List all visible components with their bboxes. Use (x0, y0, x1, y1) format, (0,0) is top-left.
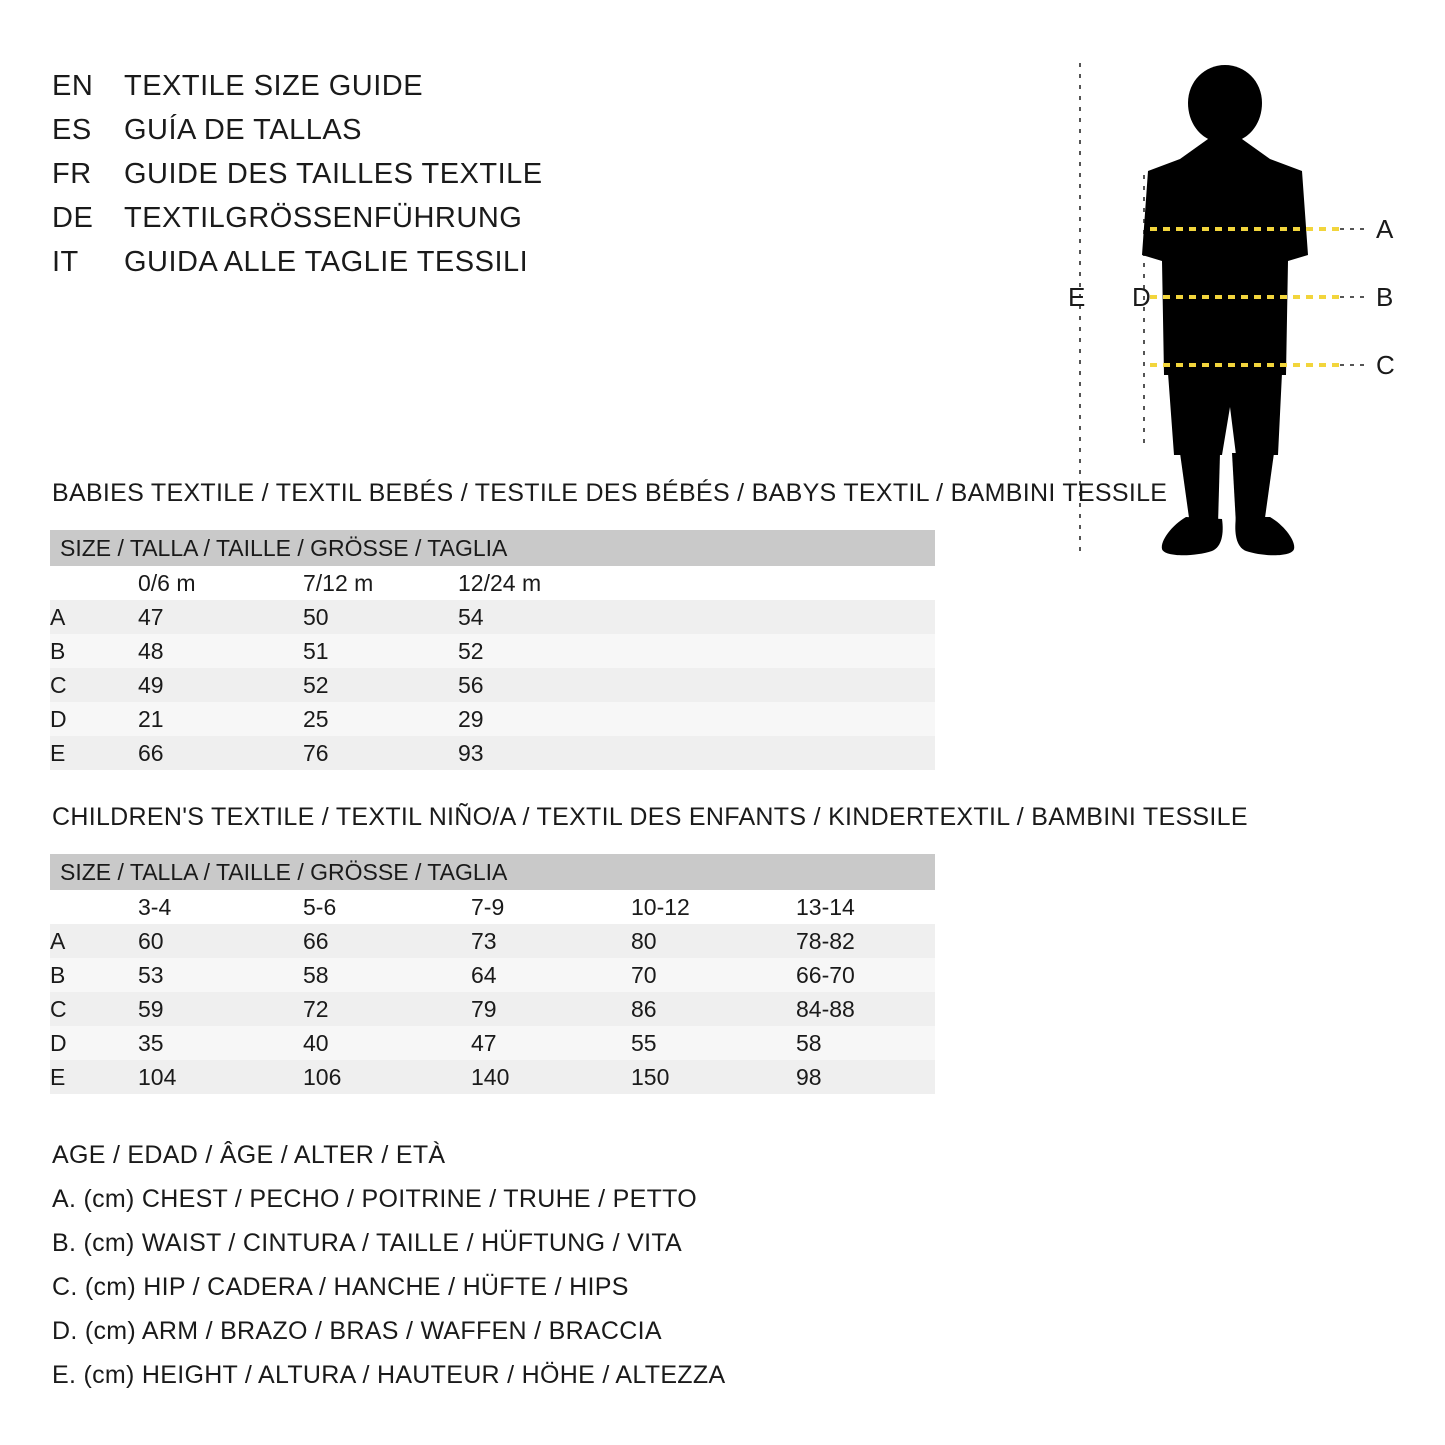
cell-value: 49 (138, 668, 303, 702)
cell-value: 76 (303, 736, 458, 770)
cell-value: 66 (138, 736, 303, 770)
babies-size-table (50, 530, 935, 770)
row-label: D (50, 702, 138, 736)
cell-value: 56 (458, 668, 935, 702)
language-title-list (52, 70, 692, 290)
table-row (50, 992, 935, 1026)
table-row (50, 702, 935, 736)
cell-value: 93 (458, 736, 935, 770)
cell-value: 70 (631, 958, 796, 992)
cell-value: 66 (303, 924, 471, 958)
cell-value: 54 (458, 600, 935, 634)
language-row (52, 202, 692, 246)
cell-value: 86 (631, 992, 796, 1026)
cell-value: 58 (796, 1026, 935, 1060)
cell-value: 79 (471, 992, 631, 1026)
cell-value: 98 (796, 1060, 935, 1094)
figure-label-d: D (1132, 282, 1151, 312)
table-row (50, 924, 935, 958)
cell-value: 104 (138, 1060, 303, 1094)
cell-value: 59 (138, 992, 303, 1026)
language-code: EN (52, 70, 94, 102)
column-header: 0/6 m (138, 566, 303, 600)
table-row (50, 1060, 935, 1094)
row-label: A (50, 924, 138, 958)
language-title: GUIDA ALLE TAGLIE TESSILI (124, 246, 529, 278)
legend-line: E. (cm) HEIGHT / ALTURA / HAUTEUR / HÖHE / ALTEZZA (52, 1360, 726, 1389)
table-column-row (50, 566, 935, 600)
cell-value: 51 (303, 634, 458, 668)
figure-label-e: E (1068, 282, 1086, 312)
cell-value: 47 (471, 1026, 631, 1060)
cell-value: 140 (471, 1060, 631, 1094)
cell-value: 29 (458, 702, 935, 736)
language-row (52, 158, 692, 202)
language-row (52, 246, 692, 290)
cell-value: 84-88 (796, 992, 935, 1026)
cell-value: 53 (138, 958, 303, 992)
language-code: FR (52, 158, 92, 190)
cell-value: 78-82 (796, 924, 935, 958)
cell-value: 48 (138, 634, 303, 668)
column-corner (50, 890, 138, 924)
language-code: IT (52, 246, 79, 278)
row-label: E (50, 736, 138, 770)
language-title: GUIDE DES TAILLES TEXTILE (124, 158, 543, 190)
figure-label-b: B (1376, 282, 1394, 312)
language-row (52, 70, 692, 114)
cell-value: 72 (303, 992, 471, 1026)
column-corner (50, 566, 138, 600)
table-row (50, 634, 935, 668)
column-header: 7-9 (471, 890, 631, 924)
legend-line: C. (cm) HIP / CADERA / HANCHE / HÜFTE / HIPS (52, 1272, 629, 1301)
measurement-legend (52, 1133, 852, 1397)
cell-value: 58 (303, 958, 471, 992)
language-code: ES (52, 114, 92, 146)
cell-value: 50 (303, 600, 458, 634)
row-label: C (50, 992, 138, 1026)
language-title: TEXTILGRÖSSENFÜHRUNG (124, 202, 523, 234)
row-label: B (50, 958, 138, 992)
column-header: 10-12 (631, 890, 796, 924)
cell-value: 47 (138, 600, 303, 634)
language-row (52, 114, 692, 158)
cell-value: 80 (631, 924, 796, 958)
row-label: A (50, 600, 138, 634)
column-header: 12/24 m (458, 566, 935, 600)
legend-line: B. (cm) WAIST / CINTURA / TAILLE / HÜFTUNG / VITA (52, 1228, 683, 1257)
table-row (50, 736, 935, 770)
row-label: D (50, 1026, 138, 1060)
cell-value: 64 (471, 958, 631, 992)
children-section-title: CHILDREN'S TEXTILE / TEXTIL NIÑO/A / TEXTIL DES ENFANTS / KINDERTEXTIL / BAMBINI TESSILE (52, 803, 1248, 831)
cell-value: 73 (471, 924, 631, 958)
column-header: 3-4 (138, 890, 303, 924)
cell-value: 35 (138, 1026, 303, 1060)
language-title: TEXTILE SIZE GUIDE (124, 70, 424, 102)
children-table-header: SIZE / TALLA / TAILLE / GRÖSSE / TAGLIA (50, 854, 935, 890)
row-label: B (50, 634, 138, 668)
language-code: DE (52, 202, 94, 234)
row-label: C (50, 668, 138, 702)
cell-value: 106 (303, 1060, 471, 1094)
column-header: 13-14 (796, 890, 935, 924)
legend-line: D. (cm) ARM / BRAZO / BRAS / WAFFEN / BRACCIA (52, 1316, 662, 1345)
cell-value: 21 (138, 702, 303, 736)
babies-table-header: SIZE / TALLA / TAILLE / GRÖSSE / TAGLIA (50, 530, 935, 566)
cell-value: 40 (303, 1026, 471, 1060)
table-row (50, 958, 935, 992)
figure-label-a: A (1376, 214, 1394, 244)
table-row (50, 1026, 935, 1060)
children-size-table (50, 854, 935, 1094)
legend-line: A. (cm) CHEST / PECHO / POITRINE / TRUHE / PETTO (52, 1184, 698, 1213)
figure-label-c: C (1376, 350, 1395, 380)
cell-value: 60 (138, 924, 303, 958)
cell-value: 150 (631, 1060, 796, 1094)
legend-line: AGE / EDAD / ÂGE / ALTER / ETÀ (52, 1140, 446, 1169)
table-row (50, 600, 935, 634)
babies-section-title: BABIES TEXTILE / TEXTIL BEBÉS / TESTILE DES BÉBÉS / BABYS TEXTIL / BAMBINI TESSILE (52, 479, 1168, 507)
table-row (50, 668, 935, 702)
column-header: 7/12 m (303, 566, 458, 600)
cell-value: 52 (458, 634, 935, 668)
cell-value: 66-70 (796, 958, 935, 992)
cell-value: 25 (303, 702, 458, 736)
column-header: 5-6 (303, 890, 471, 924)
table-column-row (50, 890, 935, 924)
language-title: GUÍA DE TALLAS (124, 114, 363, 146)
table-header-row (50, 854, 935, 890)
row-label: E (50, 1060, 138, 1094)
table-header-row (50, 530, 935, 566)
cell-value: 52 (303, 668, 458, 702)
cell-value: 55 (631, 1026, 796, 1060)
